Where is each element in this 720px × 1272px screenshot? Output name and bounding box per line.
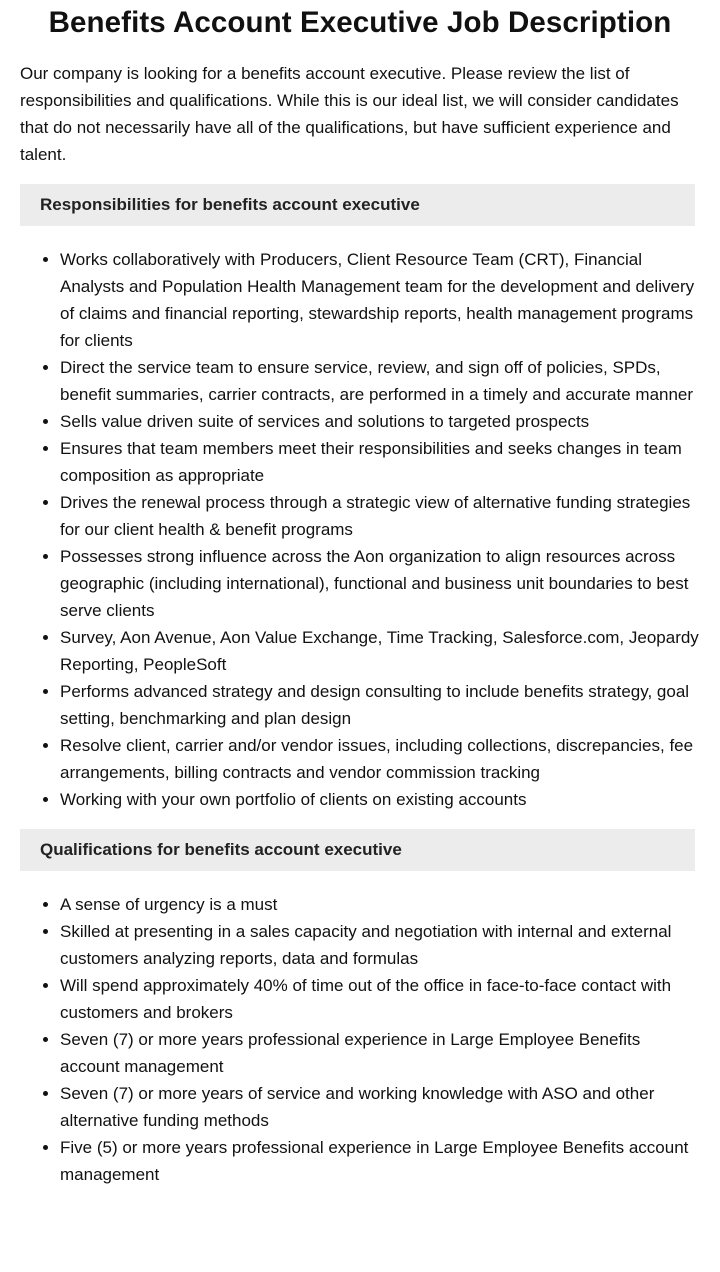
page-title: Benefits Account Executive Job Description (48, 6, 672, 39)
responsibilities-heading: Responsibilities for benefits account executive (20, 184, 695, 226)
list-item: • Seven (7) or more years of service and working knowledge with ASO and other alternative funding methods (60, 1080, 700, 1134)
list-item: • Ensures that team members meet their responsibilities and seeks changes in team composition as appropriate (60, 435, 700, 489)
list-item: • Will spend approximately 40% of time out of the office in face-to-face contact with customers and brokers (60, 972, 700, 1026)
responsibilities-list (0, 246, 700, 813)
list-item: • Skilled at presenting in a sales capacity and negotiation with internal and external customers analyzing reports, data and formulas (60, 918, 700, 972)
intro-paragraph: Our company is looking for a benefits account executive. Please review the list of responsibilities and qualifications. While this is our ideal list, we will consider candidates that do not necessarily have all of the qualifications, but have sufficient experience and talent. (20, 64, 679, 164)
list-item: • Five (5) or more years professional experience in Large Employee Benefits account management (60, 1134, 700, 1188)
list-item: • Works collaboratively with Producers, Client Resource Team (CRT), Financial Analysts and Population Health Management team for the development and delivery of claims and financial reporting, stewardship reports, health management programs for clients (60, 246, 700, 354)
list-item: • Seven (7) or more years professional experience in Large Employee Benefits account management (60, 1026, 700, 1080)
list-item: • Performs advanced strategy and design consulting to include benefits strategy, goal setting, benchmarking and plan design (60, 678, 700, 732)
list-item: • Direct the service team to ensure service, review, and sign off of policies, SPDs, benefit summaries, carrier contracts, are performed in a timely and accurate manner (60, 354, 700, 408)
list-item: • Drives the renewal process through a strategic view of alternative funding strategies for our client health & benefit programs (60, 489, 700, 543)
qualifications-heading: Qualifications for benefits account executive (20, 829, 695, 871)
list-item: • Possesses strong influence across the Aon organization to align resources across geographic (including international), functional and business unit boundaries to best serve clients (60, 543, 700, 624)
qualifications-list (0, 891, 700, 1188)
list-item: • Resolve client, carrier and/or vendor issues, including collections, discrepancies, fee arrangements, billing contracts and vendor commission tracking (60, 732, 700, 786)
list-item: • Sells value driven suite of services and solutions to targeted prospects (60, 408, 700, 435)
list-item: • A sense of urgency is a must (60, 891, 700, 918)
list-item: • Working with your own portfolio of clients on existing accounts (60, 786, 700, 813)
list-item: • Survey, Aon Avenue, Aon Value Exchange, Time Tracking, Salesforce.com, Jeopardy Reporting, PeopleSoft (60, 624, 700, 678)
